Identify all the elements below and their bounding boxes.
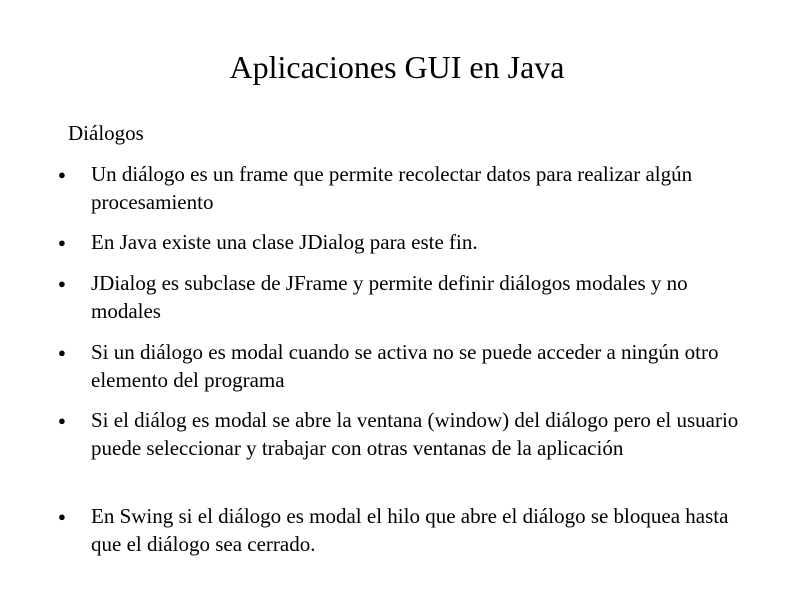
bullet-icon: ● — [58, 345, 66, 360]
section-label: Diálogos — [68, 121, 144, 145]
bullet-icon: ● — [58, 509, 66, 524]
bullet-icon: ● — [58, 413, 66, 428]
bullet-icon: ● — [58, 235, 66, 250]
list-item-text: En Swing si el diálogo es modal el hilo que abre el diálogo se bloquea hasta que el diálogo sea cerrado. — [91, 504, 729, 556]
list-item-text: Si el diálog es modal se abre la ventana (window) del diálogo pero el usuario puede seleccionar y trabajar con otras ventanas de la aplicación — [91, 408, 739, 460]
list-item-text: JDialog es subclase de JFrame y permite definir diálogos modales y no modales — [91, 271, 688, 323]
list-item-text: Un diálogo es un frame que permite recolectar datos para realizar algún procesamiento — [91, 162, 693, 214]
bullet-icon: ● — [58, 167, 66, 182]
list-item-text: En Java existe una clase JDialog para este fin. — [91, 230, 478, 254]
slide-title: Aplicaciones GUI en Java — [229, 49, 565, 85]
list-item-text: Si un diálogo es modal cuando se activa no se puede acceder a ningún otro elemento del programa — [91, 340, 719, 392]
bullet-icon: ● — [58, 276, 66, 291]
